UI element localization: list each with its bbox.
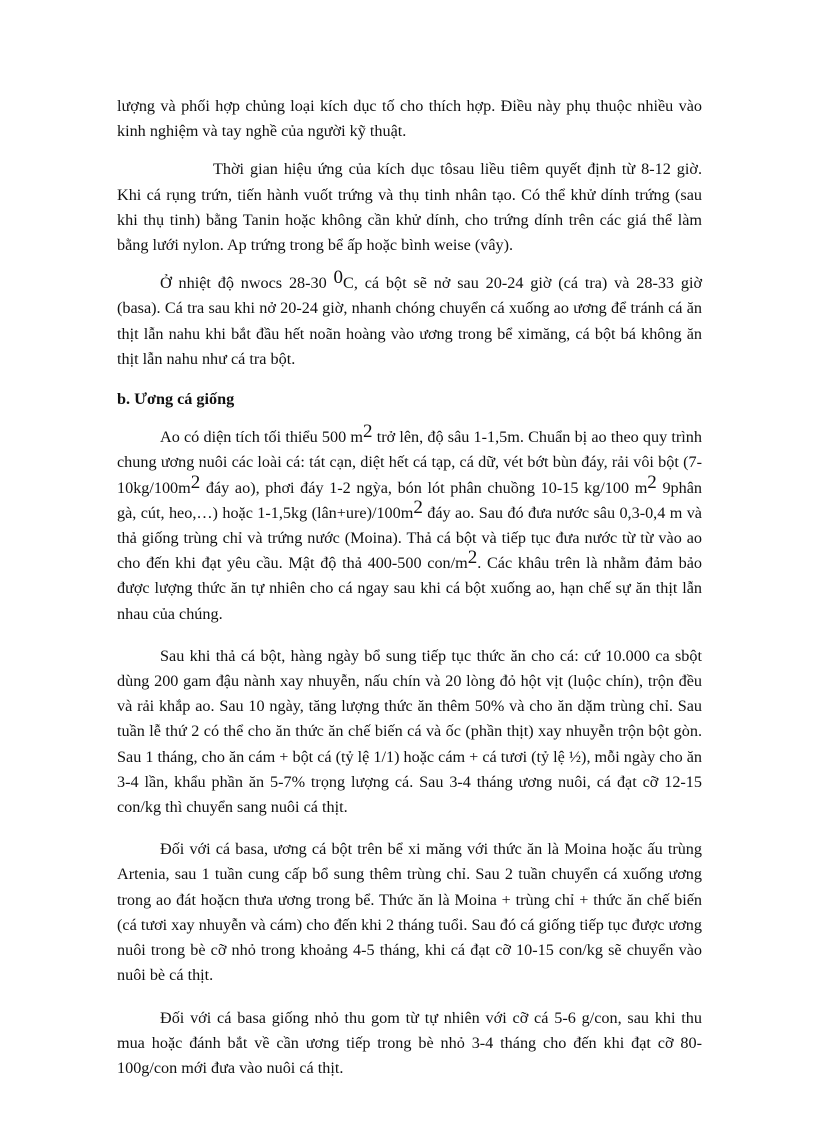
square-superscript: 2 (190, 471, 201, 493)
text-segment: đáy ao), phơi đáy 1-2 ngỳa, bón lót phân chuồng 10-15 kg/100 m (200, 478, 648, 497)
paragraph-pond-preparation (117, 421, 703, 627)
degree-superscript: 0 (333, 267, 344, 289)
section-heading: b. Ương cá giống (117, 390, 235, 409)
document-page (117, 94, 702, 1081)
square-superscript: 2 (413, 496, 423, 518)
text-segment: trở lên, độ sâu 1-1,5m. Chuẩn bị ao theo quy trình chung ương nuôi các loài cá: tát cạn, diệt hết cá tạp, cá dữ, vét bớt bùn đáy, rải vôi bột (7-10kg/100m (117, 428, 702, 497)
text-segment: 9phân gà, cút, heo,…) hoặc 1-1,5kg (lân+ure)/100m (117, 478, 703, 522)
square-superscript: 2 (467, 547, 478, 569)
paragraph-hatching (117, 267, 703, 372)
text-segment: đáy ao. Sau đó đưa nước sâu 0,3-0,4 m và thả giống trùng chỉ và trứng nước (Moina). Thả cá bột và tiếp tục đưa nước từ từ vào ao cho đến khi đạt yêu cầu. Mật độ thả 400-500 con/m (117, 503, 702, 573)
paragraph-continuation: lượng và phối hợp chủng loại kích dục tố cho thích hợp. Điều này phụ thuộc nhiều vào kinh nghiệm và tay nghề của người kỹ thuật. (117, 97, 702, 141)
square-superscript: 2 (362, 421, 373, 443)
square-superscript: 2 (647, 471, 657, 493)
paragraph-hormone-timing: Thời gian hiệu ứng của kích dục tôsau liều tiêm quyết định từ 8-12 giờ. Khi cá rụng trứn, tiến hành vuốt trứng và thụ tinh nhân tạo. Có thể khử dính trứng (sau khi thụ tinh) bằng Tanin hoặc không cần khử dính, cho trứng dính trên các giá thể làm bằng lưới nylon. Ap trứng trong bể ấp hoặc bình weise (vây). (117, 160, 702, 255)
text-segment: C, cá bột sẽ nở sau 20-24 giờ (cá tra) và 28-33 giờ (basa). Cá tra sau khi nở 20-24 giờ, nhanh chóng chuyển cá xuống ao ương để tránh cá ăn thịt lẫn nahu khi bắt đầu hết noãn hoàng vào ương trong bể ximăng, cá bột bá không ăn thịt lẫn nahu như cá tra bột. (117, 274, 703, 368)
paragraph-basa-nursing: Đối với cá basa, ương cá bột trên bể xi măng với thức ăn là Moina hoặc ấu trùng Artenia, sau 1 tuần cung cấp bổ sung thêm trùng chỉ. Sau 2 tuần chuyển cá xuống ương trong ao đát hoặcn thưa ương trong bể. Thức ăn là Moina + trùng chỉ + thức ăn chế biến (cá tươi xay nhuyễn và cám) cho đến khi 2 tháng tuổi. Sau đó cá giống tiếp tục được ương nuôi trong bè cỡ nhỏ trong khoảng 4-5 tháng, khi cá đạt cỡ 10-15 con/kg sẽ chuyển vào nuôi bè cá thịt. (117, 840, 702, 985)
text-segment: Ao có diện tích tối thiểu 500 m (160, 428, 363, 447)
text-segment: Ở nhiệt độ nwocs 28-30 (160, 274, 334, 293)
paragraph-wild-basa: Đối với cá basa giống nhỏ thu gom từ tự nhiên với cỡ cá 5-6 g/con, sau khi thu mua hoặc đánh bắt về cần ương tiếp trong bè nhỏ 3-4 tháng cho đến khi đạt cỡ 80-100g/con mới đưa vào nuôi cá thịt. (117, 1008, 702, 1077)
paragraph-feeding: Sau khi thả cá bột, hàng ngày bổ sung tiếp tục thức ăn cho cá: cứ 10.000 ca sbột dùng 200 gam đậu nành xay nhuyễn, nấu chín và 20 lòng đỏ hột vịt (luộc chín), trộn đều và rải khắp ao. Sau 10 ngày, tăng lượng thức ăn thêm 50% và cho ăn dặm trùng chỉ. Sau tuần lễ thứ 2 có thể cho ăn thức ăn chế biến cá và ốc (phần thịt) xay nhuyễn trộn bột gòn. Sau 1 tháng, cho ăn cám + bột cá (tỷ lệ 1/1) hoặc cám + cá tươi (tỷ lệ ½), mỗi ngày cho ăn 3-4 lần, khẩu phần ăn 5-7% trọng lượng cá. Sau 3-4 tháng ương nuôi, cá đạt cỡ 12-15 con/kg thì chuyển sang nuôi cá thịt. (117, 646, 702, 817)
text-segment: . Các khâu trên là nhằm đảm bảo được lượng thức ăn tự nhiên cho cá ngay sau khi cá bột xuống ao, hạn chế sự ăn thịt lẫn nhau của chúng. (117, 554, 702, 623)
